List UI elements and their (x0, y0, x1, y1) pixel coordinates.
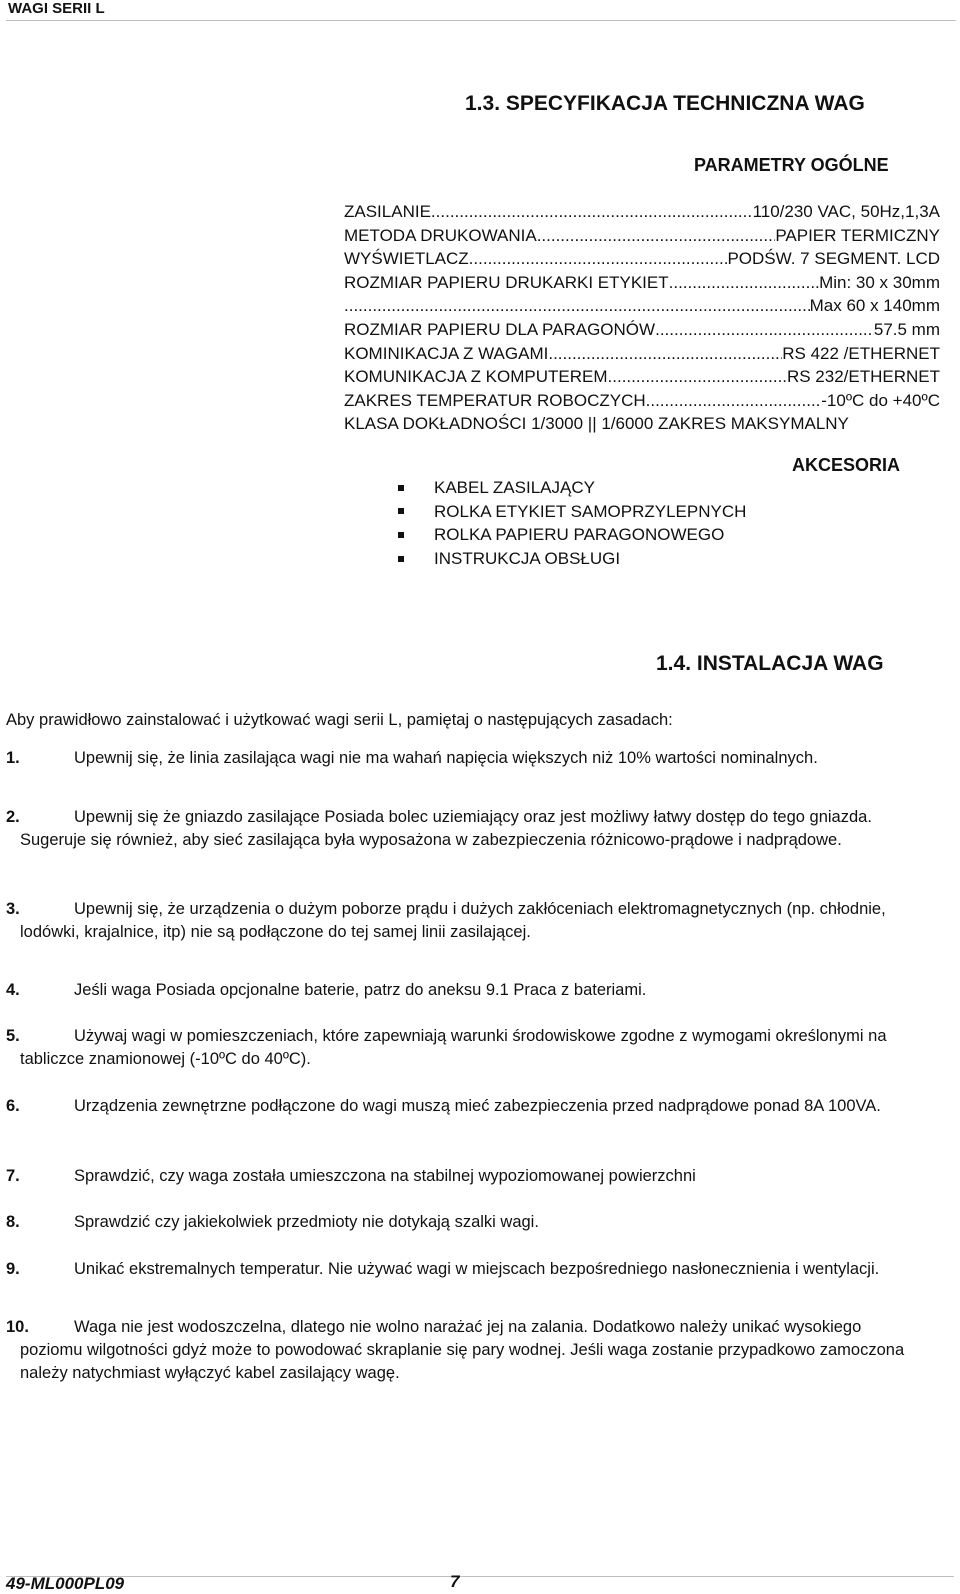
spec-row: METODA DRUKOWANIA ..... PAPIER TERMICZNY (344, 224, 944, 248)
list-item: KABEL ZASILAJĄCY (398, 476, 746, 500)
accessories-list (398, 476, 746, 570)
list-item: 10. Waga nie jest wodoszczelna, dlatego nie wolno narażać jej na zalania. Dodatkowo należy unikać wysokiego poziomu wilgotności gdyż może to powodować skraplanie się pary wodnej. Jeśli waga zostanie przypadkowo zamoczona należy natychmiast wyłączyć kabel zasilający wagę. (6, 1318, 905, 1382)
list-item: ROLKA ETYKIET SAMOPRZYLEPNYCH (398, 500, 746, 524)
document-code: 49-ML000PL09 (6, 1574, 125, 1593)
spec-row: KOMINIKACJA Z WAGAMI ..... RS 422 /ETHERNET (344, 342, 944, 366)
spec-row: ZAKRES TEMPERATUR ROBOCZYCH ..... -10ºC do +40ºC (344, 389, 944, 413)
params-title: PARAMETRY OGÓLNE (694, 155, 889, 175)
spec-row: KOMUNIKACJA Z KOMPUTEREM ..... RS 232/ETHERNET (344, 365, 944, 389)
spec-row: WYŚWIETLACZ ..... PODŚW. 7 SEGMENT. LCD (344, 247, 944, 271)
spec-list (344, 200, 944, 436)
spec-row: ROZMIAR PAPIERU DRUKARKI ETYKIET ..... Min: 30 x 30mm (344, 271, 944, 295)
bullet-icon (398, 508, 404, 514)
spec-row: ROZMIAR PAPIERU DLA PARAGONÓW ..... 57.5 mm (344, 318, 944, 342)
footer-rule (6, 1576, 954, 1577)
list-item: ROLKA PAPIERU PARAGONOWEGO (398, 523, 746, 547)
list-item: 1. Upewnij się, że linia zasilająca wagi nie ma wahań napięcia większych niż 10% wartości nominalnych. (6, 749, 818, 767)
list-item: 6. Urządzenia zewnętrzne podłączone do wagi muszą mieć zabezpieczenia przed nadprądowe ponad 8A 100VA. (6, 1097, 881, 1115)
install-intro: Aby prawidłowo zainstalować i użytkować wagi serii L, pamiętaj o następujących zasadach: (6, 711, 673, 729)
list-item: 2. Upewnij się że gniazdo zasilające Posiada bolec uziemiający oraz jest możliwy łatwy dostęp do tego gniazda. Sugeruje się również, aby sieć zasilająca była wyposażona w zabezpieczenia różnicowo-prądowe i nadprądowe. (6, 808, 872, 849)
list-item: INSTRUKCJA OBSŁUGI (398, 547, 746, 571)
accuracy-line: KLASA DOKŁADNOŚCI 1/3000 || 1/6000 ZAKRES MAKSYMALNY (344, 414, 849, 434)
page-number: 7 (450, 1572, 460, 1591)
spec-row: ..... Max 60 x 140mm (344, 294, 944, 318)
bullet-icon (398, 532, 404, 538)
list-item: 5. Używaj wagi w pomieszczeniach, które zapewniają warunki środowiskowe zgodne z wymogami określonymi na tabliczce znamionowej (-10ºC do 40ºC). (6, 1027, 887, 1068)
list-item: 9. Unikać ekstremalnych temperatur. Nie używać wagi w miejscach bezpośredniego nasłonecznienia i wentylacji. (6, 1260, 880, 1278)
list-item: 7. Sprawdzić, czy waga została umieszczona na stabilnej wypoziomowanej powierzchni (6, 1167, 696, 1185)
bullet-icon (398, 485, 404, 491)
accessories-title: AKCESORIA (792, 455, 901, 475)
running-header: WAGI SERII L (6, 0, 956, 21)
install-title: 1.4. INSTALACJA WAG (656, 652, 884, 675)
list-item: 4. Jeśli waga Posiada opcjonalne baterie, patrz do aneksu 9.1 Praca z bateriami. (6, 981, 647, 999)
bullet-icon (398, 556, 404, 562)
list-item: 8. Sprawdzić czy jakiekolwiek przedmioty nie dotykają szalki wagi. (6, 1213, 539, 1231)
section-title: 1.3. SPECYFIKACJA TECHNICZNA WAG (465, 92, 865, 115)
list-item: 3. Upewnij się, że urządzenia o dużym poborze prądu i dużych zakłóceniach elektromagnetycznych (np. chłodnie, lodówki, krajalnice, itp) nie są podłączone do tej samej linii zasilającej. (6, 900, 886, 941)
spec-row: ZASILANIE ..... 110/230 VAC, 50Hz,1,3A (344, 200, 944, 224)
